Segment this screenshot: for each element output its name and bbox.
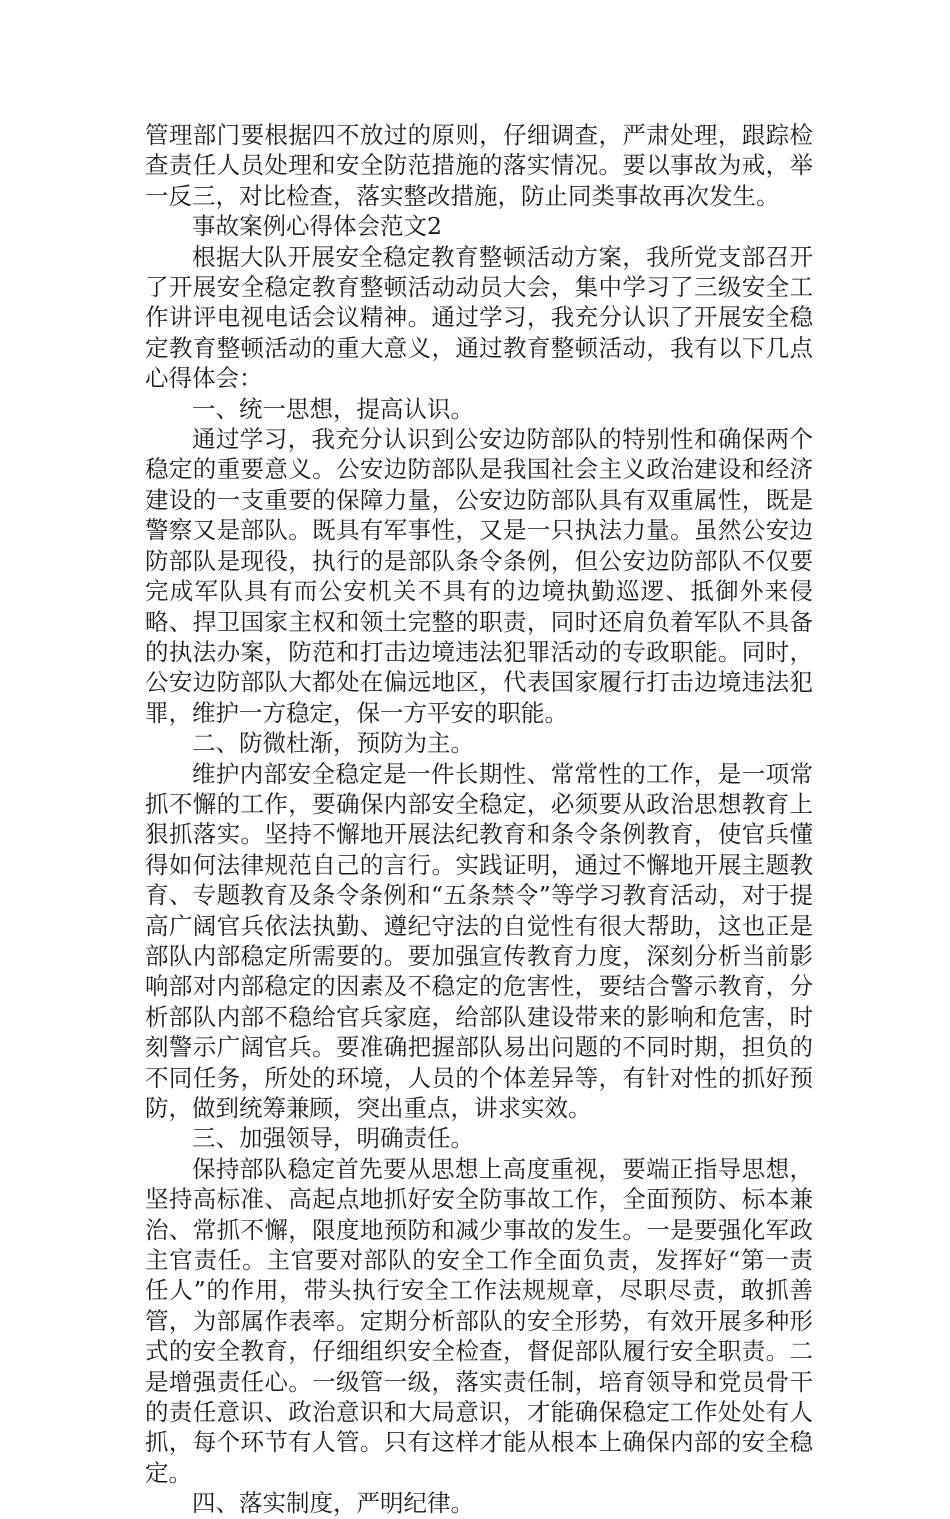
body-paragraph: 根据大队开展安全稳定教育整顿活动方案，我所党支部召开了开展安全稳定教育整顿活动动员大会，集中学习了三级安全工作讲评电视电话会议精神。通过学习，我充分认识了开展安全稳定教育整顿活动的重大意义，通过教育整顿活动，我有以下几点心得体会： bbox=[145, 242, 813, 393]
document-body bbox=[145, 120, 813, 1519]
body-paragraph: 管理部门要根据四不放过的原则，仔细调查，严肃处理，跟踪检查责任人员处理和安全防范措施的落实情况。要以事故为戒，举一反三，对比检查，落实整改措施，防止同类事故再次发生。 bbox=[145, 121, 813, 210]
section-heading: 三、加强领导，明确责任。 bbox=[192, 1124, 474, 1153]
section-heading: 四、落实制度，严明纪律。 bbox=[192, 1489, 474, 1518]
body-paragraph: 保持部队稳定首先要从思想上高度重视，要端正指导思想，坚持高标准、高起点地抓好安全防事故工作，全面预防、标本兼治、常抓不懈，限度地预防和减少事故的发生。一是要强化军政主官责任。主官要对部队的安全工作全面负责，发挥好“第一责任人”的作用，带头执行安全工作法规规章，尽职尽责，敢抓善管，为部属作表率。定期分析部队的安全形势，有效开展多种形式的安全教育，仔细组织安全检查，督促部队履行安全职责。二是增强责任心。一级管一级，落实责任制，培育领导和党员骨干的责任意识、政治意识和大局意识，才能确保稳定工作处处有人抓，每个环节有人管。只有这样才能从根本上确保内部的安全稳定。 bbox=[145, 1154, 813, 1487]
section-heading: 一、统一思想，提高认识。 bbox=[192, 394, 474, 423]
body-paragraph: 通过学习，我充分认识到公安边防部队的特别性和确保两个稳定的重要意义。公安边防部队是我国社会主义政治建设和经济建设的一支重要的保障力量，公安边防部队具有双重属性，既是警察又是部队。既具有军事性，又是一只执法力量。虽然公安边防部队是现役，执行的是部队条令条例，但公安边防部队不仅要完成军队具有而公安机关不具有的边境执勤巡逻、抵御外来侵略、捍卫国家主权和领土完整的职责，同时还肩负着军队不具备的执法办案，防范和打击边境违法犯罪活动的专政职能。同时，公安边防部队大都处在偏远地区，代表国家履行打击边境违法犯罪，维护一方稳定，保一方平安的职能。 bbox=[145, 425, 813, 727]
body-paragraph: 维护内部安全稳定是一件长期性、常常性的工作，是一项常抓不懈的工作，要确保内部安全稳定，必须要从政治思想教育上狠抓落实。坚持不懈地开展法纪教育和条令条例教育，使官兵懂得如何法律规范自己的言行。实践证明，通过不懈地开展主题教育、专题教育及条令条例和“五条禁令”等学习教育活动，对于提高广阔官兵依法执勤、遵纪守法的自觉性有很大帮助，这也正是部队内部稳定所需要的。要加强宣传教育力度，深刻分析当前影响部对内部稳定的因素及不稳定的危害性，要结合警示教育，分析部队内部不稳给官兵家庭，给部队建设带来的影响和危害，时刻警示广阔官兵。要准确把握部队易出问题的不同时期，担负的不同任务，所处的环境，人员的个体差异等，有针对性的抓好预防，做到统筹兼顾，突出重点，讲求实效。 bbox=[145, 759, 813, 1122]
article-title: 事故案例心得体会范文2 bbox=[192, 212, 442, 241]
section-heading: 二、防微杜渐，预防为主。 bbox=[192, 729, 474, 758]
